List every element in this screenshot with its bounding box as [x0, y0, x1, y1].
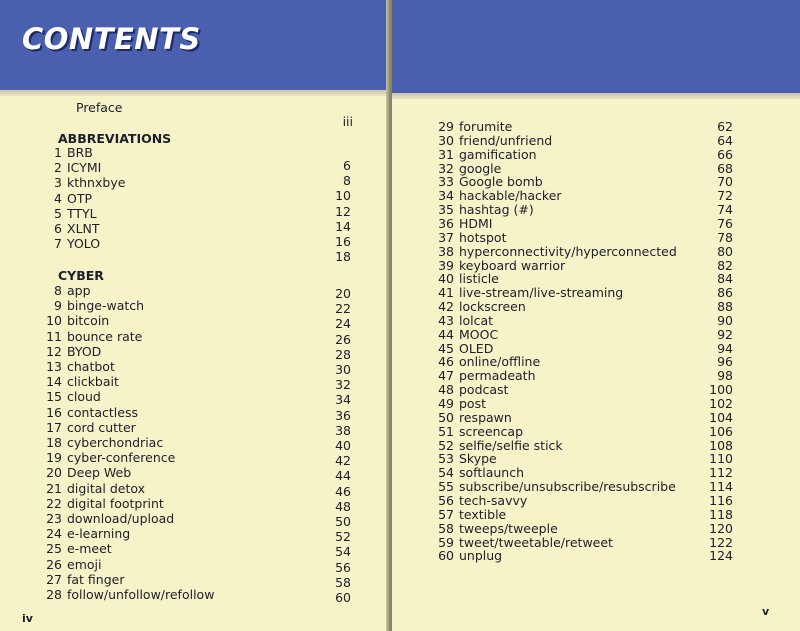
contents-entry	[432, 313, 493, 328]
entry-title: binge-watch	[67, 298, 145, 314]
entry-number: 2	[54, 160, 62, 176]
contents-entry	[432, 341, 493, 356]
entry-title: cyber-conference	[67, 450, 176, 466]
entry-number: 41	[438, 285, 454, 301]
entry-title: gamification	[459, 146, 537, 162]
entry-page-number: 100	[709, 382, 733, 398]
entry-number: 31	[438, 146, 454, 162]
entry-page-number: 64	[717, 132, 733, 148]
entry-title: tweet/tweetable/retweet	[459, 534, 613, 550]
entry-page-number: 16	[335, 234, 351, 249]
entry-number: 33	[438, 174, 454, 190]
entry-page-number: 72	[717, 188, 733, 204]
entry-number: 23	[46, 511, 62, 526]
entry-title: friend/unfriend	[459, 132, 553, 148]
contents-entry	[432, 396, 486, 411]
entry-title: podcast	[459, 382, 509, 398]
entry-title: app	[67, 283, 91, 298]
entry-number: 7	[54, 236, 62, 252]
contents-entry	[40, 374, 119, 389]
contents-entry	[40, 236, 100, 251]
entry-page-number: 46	[335, 483, 351, 499]
contents-entry	[40, 389, 101, 404]
header-band-edge	[0, 90, 390, 96]
entry-title: XLNT	[67, 221, 100, 236]
entry-title: cloud	[67, 389, 101, 405]
entry-number: 28	[46, 587, 62, 602]
entry-number: 59	[438, 534, 454, 550]
entry-page-number: 28	[335, 346, 351, 362]
entry-number: 38	[438, 243, 454, 259]
contents-entry	[432, 368, 536, 383]
entry-title: hashtag (#)	[459, 202, 534, 218]
entry-title: OLED	[459, 340, 494, 356]
entry-title: Skype	[459, 451, 497, 467]
left-page	[0, 0, 390, 631]
entry-number: 24	[46, 526, 62, 542]
entry-number: 42	[438, 299, 454, 315]
contents-entry	[40, 557, 101, 572]
entry-page-number: 50	[335, 514, 351, 529]
entry-page-number: 74	[717, 202, 733, 218]
entry-number: 37	[438, 229, 454, 245]
entry-page-number: 14	[335, 218, 351, 234]
entry-number: 20	[46, 465, 62, 481]
entry-page-number: 66	[717, 146, 733, 162]
contents-entry	[432, 299, 526, 314]
entry-number: 17	[46, 419, 62, 435]
contents-entry	[432, 451, 497, 466]
contents-entry	[40, 496, 164, 511]
contents-entry	[40, 283, 91, 298]
entry-number: 4	[54, 190, 62, 206]
entry-number: 34	[438, 188, 454, 204]
contents-entry	[40, 526, 130, 541]
entry-number: 39	[438, 257, 454, 273]
entry-title: TTYL	[67, 205, 97, 221]
entry-number: 51	[438, 423, 454, 439]
entry-title: OTP	[67, 190, 93, 206]
contents-entry	[40, 465, 131, 480]
entry-number: 58	[438, 520, 454, 536]
entry-title: tech-savvy	[459, 492, 528, 508]
entry-page-number: 12	[335, 203, 351, 219]
entry-page-number: 124	[709, 548, 733, 564]
entry-title: Deep Web	[67, 465, 132, 481]
entry-page-number: 8	[343, 173, 351, 189]
entry-number: 60	[438, 548, 454, 564]
preface-label: Preface	[76, 100, 123, 115]
entry-title: online/offline	[459, 354, 541, 370]
contents-entry	[432, 479, 676, 494]
contents-entry	[432, 535, 613, 550]
entry-number: 11	[46, 328, 62, 344]
contents-entry	[432, 216, 493, 231]
entry-page-number: 122	[709, 534, 733, 550]
entry-number: 44	[438, 326, 454, 342]
entry-number: 30	[438, 132, 454, 148]
entry-number: 32	[438, 160, 454, 176]
entry-number: 29	[438, 119, 454, 134]
entry-page-number: 48	[335, 498, 351, 514]
entry-title: hackable/hacker	[459, 188, 562, 204]
entry-number: 45	[438, 340, 454, 356]
contents-entry	[432, 465, 524, 480]
entry-page-number: 44	[335, 468, 351, 484]
entry-page-number: 98	[717, 368, 733, 384]
section-heading-cyber: CYBER	[58, 268, 104, 283]
contents-entry	[432, 119, 512, 134]
entry-page-number: 76	[717, 215, 733, 231]
entry-page-number: 18	[335, 249, 351, 265]
entry-page-number: 32	[335, 377, 351, 393]
page-title: CONTENTS	[22, 22, 201, 56]
entry-number: 54	[438, 465, 454, 481]
entry-title: unplug	[459, 548, 503, 564]
entry-number: 57	[438, 506, 454, 522]
entry-number: 22	[46, 495, 62, 511]
contents-entry	[432, 327, 498, 342]
entry-number: 56	[438, 492, 454, 508]
entry-number: 16	[46, 404, 62, 420]
entry-number: 35	[438, 202, 454, 218]
contents-entry	[432, 188, 562, 203]
entry-title: e-meet	[67, 541, 112, 557]
entry-page-number: 54	[335, 544, 351, 560]
contents-entry	[40, 221, 100, 236]
contents-entry	[40, 435, 163, 450]
entry-title: clickbait	[67, 374, 119, 390]
page-number-left: iv	[22, 612, 33, 625]
entry-number: 3	[54, 175, 62, 191]
entry-number: 52	[438, 437, 454, 453]
preface-page: iii	[342, 114, 353, 129]
entry-title: live-stream/live-streaming	[459, 285, 624, 301]
contents-entry	[432, 202, 534, 217]
entry-page-number: 36	[335, 407, 351, 423]
entry-title: google	[459, 160, 502, 176]
entry-number: 47	[438, 368, 454, 384]
entry-number: 13	[46, 359, 62, 374]
entry-title: tweeps/tweeple	[459, 520, 558, 536]
entry-title: follow/unfollow/refollow	[67, 587, 215, 602]
entry-number: 21	[46, 480, 62, 496]
contents-entry	[40, 206, 97, 221]
entry-page-number: 114	[709, 479, 733, 495]
entry-number: 19	[46, 450, 62, 466]
entry-number: 48	[438, 382, 454, 398]
contents-entry	[40, 541, 112, 556]
contents-entry	[40, 572, 125, 587]
entry-page-number: 6	[343, 158, 351, 173]
entry-title: respawn	[459, 409, 512, 425]
contents-entry	[432, 230, 506, 245]
entry-page-number: 62	[717, 119, 733, 134]
entry-title: lolcat	[459, 312, 494, 328]
entry-page-number: 96	[717, 354, 733, 370]
entry-title: kthnxbye	[67, 175, 126, 191]
entry-number: 27	[46, 571, 62, 587]
entry-number: 36	[438, 215, 454, 231]
entry-page-number: 86	[717, 285, 733, 301]
entry-title: chatbot	[67, 359, 115, 374]
header-band-edge	[392, 93, 800, 99]
entry-title: MOOC	[459, 326, 499, 342]
entry-page-number: 112	[709, 465, 733, 481]
entry-title: YOLO	[67, 236, 101, 252]
contents-entry	[432, 147, 537, 162]
contents-entry	[40, 405, 138, 420]
entry-page-number: 58	[335, 574, 351, 590]
contents-entry	[432, 424, 523, 439]
entry-number: 40	[438, 271, 454, 287]
contents-entry	[40, 191, 92, 206]
entry-title: e-learning	[67, 526, 131, 542]
entry-page-number: 26	[335, 331, 351, 347]
contents-entry	[432, 382, 508, 397]
page-number-right: v	[762, 605, 770, 618]
contents-entry	[40, 344, 101, 359]
entry-page-number: 38	[335, 422, 351, 438]
contents-entry	[432, 548, 502, 563]
contents-entry	[432, 161, 501, 176]
entry-title: lockscreen	[459, 299, 526, 315]
entry-page-number: 68	[717, 160, 733, 176]
entry-number: 18	[46, 435, 62, 450]
entry-page-number: 108	[709, 437, 733, 453]
contents-entry	[432, 258, 565, 273]
entry-number: 5	[54, 205, 62, 221]
entry-number: 55	[438, 479, 454, 495]
entry-title: BYOD	[67, 343, 102, 359]
entry-page-number: 116	[709, 492, 733, 508]
entry-page-number: 84	[717, 271, 733, 287]
entry-page-number: 78	[717, 229, 733, 245]
entry-page-number: 102	[709, 396, 733, 411]
contents-entry	[40, 587, 214, 602]
contents-entry	[40, 450, 175, 465]
entry-title: subscribe/unsubscribe/resubscribe	[459, 479, 676, 495]
entry-number: 46	[438, 354, 454, 370]
entry-number: 26	[46, 556, 62, 572]
entry-page-number: 52	[335, 529, 351, 545]
contents-entry	[432, 410, 512, 425]
entry-title: bitcoin	[67, 313, 110, 329]
entry-page-number: 90	[717, 312, 733, 328]
right-page	[392, 0, 800, 631]
entry-number: 49	[438, 396, 454, 411]
entry-page-number: 10	[335, 188, 351, 204]
entry-number: 9	[54, 298, 62, 314]
entry-page-number: 30	[335, 362, 351, 377]
contents-entry	[40, 145, 93, 160]
entry-title: bounce rate	[67, 328, 143, 344]
entry-title: emoji	[67, 556, 102, 572]
entry-number: 10	[46, 313, 62, 329]
entry-title: ICYMI	[67, 160, 102, 176]
entry-number: 15	[46, 389, 62, 405]
entry-title: selfie/selfie stick	[459, 437, 563, 453]
entry-title: permadeath	[459, 368, 536, 384]
contents-entry	[432, 244, 677, 259]
entry-title: digital detox	[67, 480, 146, 496]
entry-title: contactless	[67, 404, 138, 420]
contents-entry	[40, 359, 115, 374]
entry-number: 50	[438, 409, 454, 425]
entry-page-number: 120	[709, 520, 733, 536]
contents-entry	[40, 481, 145, 496]
entry-page-number: 118	[709, 506, 733, 522]
entry-title: BRB	[67, 145, 93, 160]
entry-page-number: 22	[335, 301, 351, 317]
entry-title: digital footprint	[67, 495, 164, 511]
contents-entry	[432, 507, 506, 522]
entry-number: 25	[46, 541, 62, 557]
entry-title: cord cutter	[67, 419, 136, 435]
entry-number: 1	[54, 145, 62, 160]
entry-title: download/upload	[67, 511, 175, 526]
contents-entry	[432, 438, 563, 453]
contents-entry	[40, 420, 136, 435]
entry-title: hyperconnectivity/hyperconnected	[459, 243, 677, 259]
entry-title: Google bomb	[459, 174, 543, 190]
contents-entry	[432, 174, 543, 189]
entry-page-number: 42	[335, 453, 351, 469]
entry-title: listicle	[459, 271, 499, 287]
entry-title: textible	[459, 506, 507, 522]
entry-title: fat finger	[67, 571, 125, 587]
entry-page-number: 60	[335, 590, 351, 605]
entry-page-number: 110	[709, 451, 733, 467]
entry-number: 12	[46, 343, 62, 359]
entry-title: post	[459, 396, 486, 411]
contents-entry	[40, 160, 101, 175]
entry-title: screencap	[459, 423, 524, 439]
entry-title: hotspot	[459, 229, 507, 245]
entry-title: keyboard warrior	[459, 257, 566, 273]
entry-number: 14	[46, 374, 62, 390]
contents-entry	[40, 298, 144, 313]
entry-page-number: 88	[717, 299, 733, 315]
entry-title: HDMI	[459, 215, 493, 231]
entry-page-number: 20	[335, 286, 351, 301]
entry-page-number: 56	[335, 559, 351, 575]
entry-number: 6	[54, 221, 62, 236]
section-heading-abbreviations: ABBREVIATIONS	[58, 131, 172, 146]
contents-entry	[432, 493, 527, 508]
header-band	[392, 0, 800, 93]
entry-title: forumite	[459, 119, 513, 134]
entry-page-number: 40	[335, 438, 351, 453]
entry-page-number: 94	[717, 340, 733, 356]
contents-entry	[40, 313, 109, 328]
contents-entry	[432, 133, 552, 148]
entry-number: 8	[54, 283, 62, 298]
entry-page-number: 104	[709, 409, 733, 425]
entry-page-number: 34	[335, 392, 351, 408]
entry-page-number: 70	[717, 174, 733, 190]
contents-entry	[432, 354, 540, 369]
contents-entry	[432, 271, 499, 286]
contents-entry	[432, 285, 623, 300]
contents-entry	[40, 175, 125, 190]
entry-title: softlaunch	[459, 465, 525, 481]
contents-entry	[40, 511, 174, 526]
entry-number: 53	[438, 451, 454, 467]
entry-page-number: 24	[335, 316, 351, 332]
entry-page-number: 82	[717, 257, 733, 273]
entry-number: 43	[438, 312, 454, 328]
entry-page-number: 106	[709, 423, 733, 439]
entry-page-number: 92	[717, 326, 733, 342]
contents-entry	[40, 329, 142, 344]
contents-entry	[432, 521, 558, 536]
entry-title: cyberchondriac	[67, 435, 164, 450]
entry-page-number: 80	[717, 243, 733, 259]
